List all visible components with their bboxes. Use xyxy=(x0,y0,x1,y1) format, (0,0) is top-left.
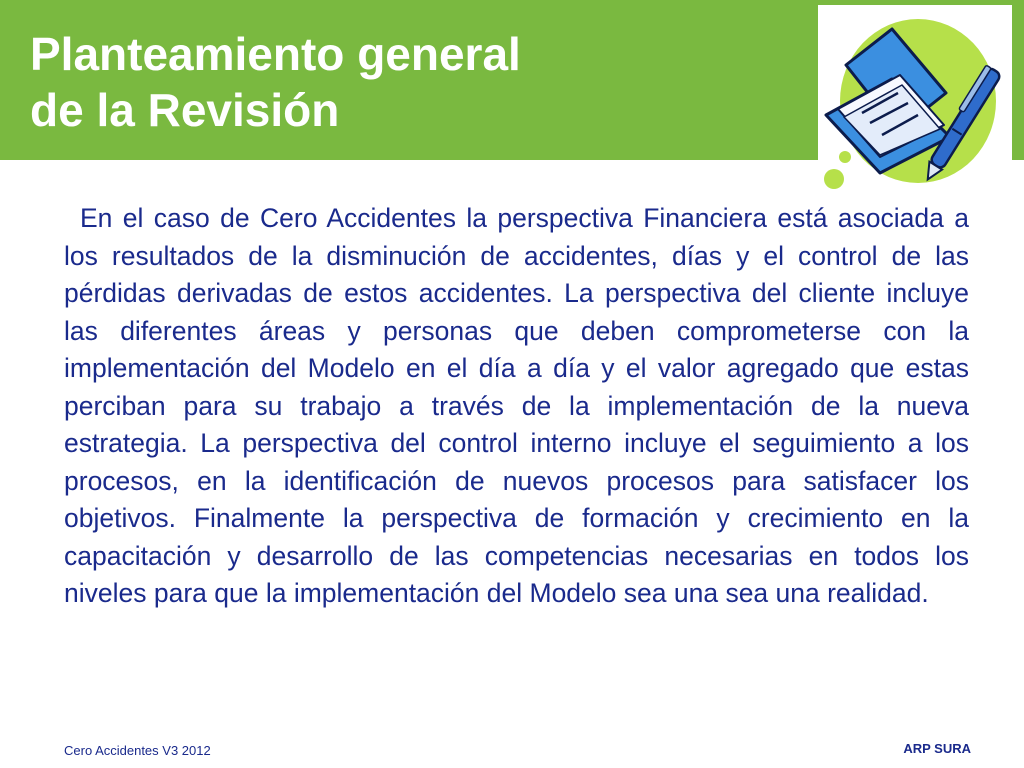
footer-presentation-name: Cero Accidentes V3 2012 xyxy=(64,743,211,758)
slide-title xyxy=(30,26,521,138)
title-line-2: de la Revisión xyxy=(30,84,340,136)
checkbook-and-pen-icon xyxy=(818,5,1012,195)
body-paragraph: En el caso de Cero Accidentes la perspectiva Financiera está asociada a los resultados de la disminución de accidentes, días y el control de las pérdidas derivadas de estos accidentes. La perspectiva del cliente incluye las diferentes áreas y personas que deben comprometerse con la implementación del Modelo en el día a día y el valor agregado que estas perciban para su trabajo a través de la implementación de la nueva estrategia. La perspectiva del control interno incluye el seguimiento a los procesos, en la identificación de nuevos procesos para satisfacer los objetivos. Finalmente la perspectiva de formación y crecimiento en la capacitación y desarrollo de las competencias necesarias en todos los niveles para que la implementación del Modelo sea una sea una realidad. xyxy=(64,203,969,608)
title-line-1: Planteamiento general xyxy=(30,28,521,80)
footer-brand: ARP SURA xyxy=(903,741,971,756)
clipart-frame xyxy=(818,5,1012,195)
